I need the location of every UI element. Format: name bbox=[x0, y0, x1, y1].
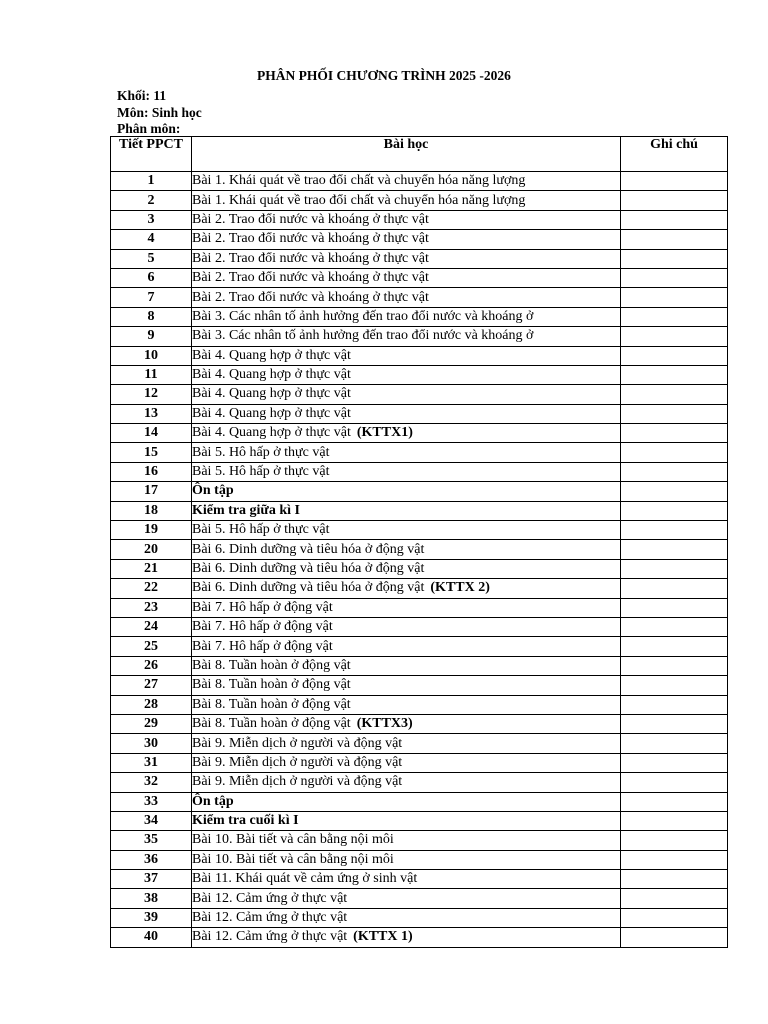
period-number: 29 bbox=[111, 714, 192, 733]
table-row bbox=[111, 230, 728, 249]
sub-subject-label: Phân môn: bbox=[117, 121, 181, 136]
lesson-cell bbox=[192, 870, 621, 889]
table-row bbox=[111, 889, 728, 908]
lesson-cell bbox=[192, 249, 621, 268]
lesson-cell bbox=[192, 792, 621, 811]
notes-cell bbox=[621, 521, 728, 540]
table-row bbox=[111, 327, 728, 346]
table-row bbox=[111, 521, 728, 540]
lesson-title: Bài 9. Miễn dịch ở người và động vật bbox=[192, 774, 403, 790]
notes-cell bbox=[621, 656, 728, 675]
table-row bbox=[111, 404, 728, 423]
table-row bbox=[111, 637, 728, 656]
table-row bbox=[111, 424, 728, 443]
table-row bbox=[111, 385, 728, 404]
lesson-cell bbox=[192, 637, 621, 656]
notes-cell bbox=[621, 811, 728, 830]
lesson-title: Bài 3. Các nhân tố ảnh hưởng đến trao đổi nước và khoáng ở bbox=[192, 308, 534, 324]
period-number: 6 bbox=[111, 268, 192, 287]
period-number: 34 bbox=[111, 811, 192, 830]
lesson-cell bbox=[192, 346, 621, 365]
lesson-cell bbox=[192, 288, 621, 307]
lesson-title: Bài 9. Miễn dịch ở người và động vật bbox=[192, 754, 403, 770]
lesson-cell bbox=[192, 521, 621, 540]
period-number: 23 bbox=[111, 598, 192, 617]
notes-cell bbox=[621, 598, 728, 617]
lesson-title: Ôn tập bbox=[192, 483, 234, 499]
lesson-title: Bài 7. Hô hấp ở động vật bbox=[192, 599, 333, 615]
notes-cell bbox=[621, 288, 728, 307]
lesson-title: Bài 5. Hô hấp ở thực vật bbox=[192, 522, 330, 538]
lesson-title: Bài 3. Các nhân tố ảnh hưởng đến trao đổi nước và khoáng ở bbox=[192, 328, 534, 344]
lesson-title: Bài 10. Bài tiết và cân bằng nội môi bbox=[192, 832, 394, 848]
lesson-cell bbox=[192, 540, 621, 559]
notes-cell bbox=[621, 773, 728, 792]
table-row bbox=[111, 482, 728, 501]
period-number: 19 bbox=[111, 521, 192, 540]
table-row bbox=[111, 676, 728, 695]
table-row bbox=[111, 773, 728, 792]
lesson-title: Bài 2. Trao đổi nước và khoáng ở thực vật bbox=[192, 231, 429, 247]
period-number: 39 bbox=[111, 908, 192, 927]
period-number: 7 bbox=[111, 288, 192, 307]
lesson-title: Ôn tập bbox=[192, 793, 234, 809]
period-number: 22 bbox=[111, 579, 192, 598]
lesson-cell bbox=[192, 172, 621, 191]
notes-cell bbox=[621, 268, 728, 287]
table-row bbox=[111, 870, 728, 889]
notes-cell bbox=[621, 559, 728, 578]
lesson-title: Bài 9. Miễn dịch ở người và động vật bbox=[192, 735, 403, 751]
notes-cell bbox=[621, 676, 728, 695]
lesson-title: Bài 10. Bài tiết và cân bằng nội môi bbox=[192, 851, 394, 867]
period-number: 25 bbox=[111, 637, 192, 656]
notes-cell bbox=[621, 404, 728, 423]
lesson-cell bbox=[192, 656, 621, 675]
table-row bbox=[111, 501, 728, 520]
lesson-title: Bài 4. Quang hợp ở thực vật bbox=[192, 367, 351, 383]
lesson-cell bbox=[192, 210, 621, 229]
notes-cell bbox=[621, 579, 728, 598]
notes-cell bbox=[621, 327, 728, 346]
table-row bbox=[111, 928, 728, 947]
assessment-tag: (KTTX3) bbox=[356, 716, 413, 732]
lesson-title: Bài 8. Tuần hoàn ở động vật bbox=[192, 677, 351, 693]
lesson-cell bbox=[192, 598, 621, 617]
notes-cell bbox=[621, 191, 728, 210]
notes-cell bbox=[621, 385, 728, 404]
notes-cell bbox=[621, 637, 728, 656]
lesson-title: Bài 7. Hô hấp ở động vật bbox=[192, 619, 333, 635]
lesson-title: Bài 5. Hô hấp ở thực vật bbox=[192, 464, 330, 480]
column-header-lesson: Bài học bbox=[192, 137, 621, 172]
notes-cell bbox=[621, 908, 728, 927]
lesson-cell bbox=[192, 831, 621, 850]
lesson-title: Bài 8. Tuần hoàn ở động vật bbox=[192, 657, 351, 673]
period-number: 36 bbox=[111, 850, 192, 869]
period-number: 18 bbox=[111, 501, 192, 520]
subject-label: Môn: Sinh học bbox=[117, 105, 202, 120]
lesson-cell bbox=[192, 327, 621, 346]
lesson-title: Bài 6. Dinh dưỡng và tiêu hóa ở động vật bbox=[192, 541, 425, 557]
assessment-tag: (KTTX 1) bbox=[353, 929, 413, 945]
table-row bbox=[111, 850, 728, 869]
notes-cell bbox=[621, 540, 728, 559]
grade-label: Khối: 11 bbox=[117, 88, 167, 103]
lesson-title: Bài 4. Quang hợp ở thực vật bbox=[192, 405, 351, 421]
lesson-title: Bài 6. Dinh dưỡng và tiêu hóa ở động vật bbox=[192, 580, 425, 596]
table-row bbox=[111, 172, 728, 191]
period-number: 33 bbox=[111, 792, 192, 811]
table-row bbox=[111, 714, 728, 733]
period-number: 37 bbox=[111, 870, 192, 889]
table-row bbox=[111, 792, 728, 811]
table-row bbox=[111, 191, 728, 210]
table-row bbox=[111, 831, 728, 850]
lesson-title: Bài 2. Trao đổi nước và khoáng ở thực vật bbox=[192, 270, 429, 286]
period-number: 24 bbox=[111, 617, 192, 636]
table-row bbox=[111, 540, 728, 559]
lesson-cell bbox=[192, 462, 621, 481]
lesson-title: Bài 8. Tuần hoàn ở động vật bbox=[192, 716, 351, 732]
period-number: 2 bbox=[111, 191, 192, 210]
notes-cell bbox=[621, 462, 728, 481]
page-title: PHÂN PHỐI CHƯƠNG TRÌNH 2025 -2026 bbox=[257, 68, 511, 83]
table-row bbox=[111, 249, 728, 268]
notes-cell bbox=[621, 928, 728, 947]
lesson-cell bbox=[192, 617, 621, 636]
lesson-cell bbox=[192, 385, 621, 404]
table-row bbox=[111, 656, 728, 675]
notes-cell bbox=[621, 365, 728, 384]
lesson-title: Kiểm tra cuối kì I bbox=[192, 813, 299, 829]
lesson-cell bbox=[192, 307, 621, 326]
period-number: 35 bbox=[111, 831, 192, 850]
period-number: 15 bbox=[111, 443, 192, 462]
lesson-cell bbox=[192, 482, 621, 501]
lesson-cell bbox=[192, 676, 621, 695]
lesson-cell bbox=[192, 191, 621, 210]
notes-cell bbox=[621, 831, 728, 850]
notes-cell bbox=[621, 482, 728, 501]
notes-cell bbox=[621, 443, 728, 462]
period-number: 40 bbox=[111, 928, 192, 947]
period-number: 1 bbox=[111, 172, 192, 191]
lesson-cell bbox=[192, 230, 621, 249]
lesson-title: Bài 1. Khái quát về trao đổi chất và chuyển hóa năng lượng bbox=[192, 192, 526, 208]
lesson-cell bbox=[192, 811, 621, 830]
period-number: 20 bbox=[111, 540, 192, 559]
lesson-title: Bài 6. Dinh dưỡng và tiêu hóa ở động vật bbox=[192, 561, 425, 576]
lesson-title: Bài 2. Trao đổi nước và khoáng ở thực vật bbox=[192, 289, 429, 305]
table-row bbox=[111, 753, 728, 772]
table-row bbox=[111, 734, 728, 753]
period-number: 10 bbox=[111, 346, 192, 365]
lesson-cell bbox=[192, 714, 621, 733]
lesson-cell bbox=[192, 559, 621, 578]
notes-cell bbox=[621, 714, 728, 733]
period-number: 9 bbox=[111, 327, 192, 346]
period-number: 4 bbox=[111, 230, 192, 249]
table-row bbox=[111, 210, 728, 229]
notes-cell bbox=[621, 617, 728, 636]
lesson-title: Bài 12. Cảm ứng ở thực vật bbox=[192, 890, 348, 906]
table-row bbox=[111, 811, 728, 830]
lesson-title: Bài 4. Quang hợp ở thực vật bbox=[192, 425, 351, 441]
notes-cell bbox=[621, 870, 728, 889]
period-number: 38 bbox=[111, 889, 192, 908]
notes-cell bbox=[621, 307, 728, 326]
table-row bbox=[111, 268, 728, 287]
table-row bbox=[111, 559, 728, 578]
notes-cell bbox=[621, 249, 728, 268]
notes-cell bbox=[621, 850, 728, 869]
period-number: 26 bbox=[111, 656, 192, 675]
notes-cell bbox=[621, 346, 728, 365]
table-row bbox=[111, 598, 728, 617]
table-row bbox=[111, 307, 728, 326]
period-number: 13 bbox=[111, 404, 192, 423]
lesson-title: Bài 2. Trao đổi nước và khoáng ở thực vật bbox=[192, 250, 429, 266]
lesson-title: Kiểm tra giữa kì I bbox=[192, 502, 300, 518]
lesson-cell bbox=[192, 734, 621, 753]
period-number: 8 bbox=[111, 307, 192, 326]
column-header-notes: Ghi chú bbox=[621, 137, 728, 172]
lesson-cell bbox=[192, 908, 621, 927]
period-number: 32 bbox=[111, 773, 192, 792]
lesson-cell bbox=[192, 365, 621, 384]
lesson-cell bbox=[192, 404, 621, 423]
lesson-title: Bài 12. Cảm ứng ở thực vật bbox=[192, 929, 348, 945]
lesson-cell bbox=[192, 268, 621, 287]
lesson-title: Bài 1. Khái quát về trao đổi chất và chuyển hóa năng lượng bbox=[192, 173, 526, 189]
table-row bbox=[111, 617, 728, 636]
period-number: 16 bbox=[111, 462, 192, 481]
lesson-cell bbox=[192, 424, 621, 443]
table-row bbox=[111, 579, 728, 598]
lesson-title: Bài 4. Quang hợp ở thực vật bbox=[192, 386, 351, 402]
notes-cell bbox=[621, 172, 728, 191]
period-number: 31 bbox=[111, 753, 192, 772]
table-row bbox=[111, 908, 728, 927]
table-header-row bbox=[111, 137, 728, 172]
notes-cell bbox=[621, 230, 728, 249]
period-number: 27 bbox=[111, 676, 192, 695]
assessment-tag: (KTTX1) bbox=[356, 425, 413, 441]
lesson-cell bbox=[192, 695, 621, 714]
lesson-cell bbox=[192, 753, 621, 772]
table-row bbox=[111, 288, 728, 307]
period-number: 11 bbox=[111, 365, 192, 384]
period-number: 12 bbox=[111, 385, 192, 404]
assessment-tag: (KTTX 2) bbox=[430, 580, 490, 596]
notes-cell bbox=[621, 734, 728, 753]
period-number: 21 bbox=[111, 559, 192, 578]
lesson-title: Bài 8. Tuần hoàn ở động vật bbox=[192, 696, 351, 712]
lesson-title: Bài 7. Hô hấp ở động vật bbox=[192, 638, 333, 654]
table-row bbox=[111, 346, 728, 365]
period-number: 14 bbox=[111, 424, 192, 443]
lesson-title: Bài 2. Trao đổi nước và khoáng ở thực vật bbox=[192, 211, 429, 227]
lesson-title: Bài 12. Cảm ứng ở thực vật bbox=[192, 910, 348, 926]
lesson-cell bbox=[192, 501, 621, 520]
notes-cell bbox=[621, 792, 728, 811]
notes-cell bbox=[621, 753, 728, 772]
period-number: 5 bbox=[111, 249, 192, 268]
notes-cell bbox=[621, 501, 728, 520]
table-body bbox=[111, 172, 728, 948]
period-number: 17 bbox=[111, 482, 192, 501]
lesson-cell bbox=[192, 889, 621, 908]
lesson-plan-table bbox=[110, 136, 728, 948]
lesson-title: Bài 11. Khái quát về cảm ứng ở sinh vật bbox=[192, 871, 418, 887]
lesson-cell bbox=[192, 928, 621, 947]
lesson-cell bbox=[192, 773, 621, 792]
lesson-cell bbox=[192, 579, 621, 598]
table-row bbox=[111, 695, 728, 714]
period-number: 30 bbox=[111, 734, 192, 753]
notes-cell bbox=[621, 695, 728, 714]
lesson-cell bbox=[192, 443, 621, 462]
period-number: 28 bbox=[111, 695, 192, 714]
notes-cell bbox=[621, 210, 728, 229]
table-row bbox=[111, 365, 728, 384]
lesson-title: Bài 5. Hô hấp ở thực vật bbox=[192, 444, 330, 460]
notes-cell bbox=[621, 424, 728, 443]
period-number: 3 bbox=[111, 210, 192, 229]
lesson-title: Bài 4. Quang hợp ở thực vật bbox=[192, 347, 351, 363]
table-row bbox=[111, 443, 728, 462]
notes-cell bbox=[621, 889, 728, 908]
column-header-period: Tiết PPCT bbox=[111, 137, 192, 172]
lesson-cell bbox=[192, 850, 621, 869]
table-row bbox=[111, 462, 728, 481]
